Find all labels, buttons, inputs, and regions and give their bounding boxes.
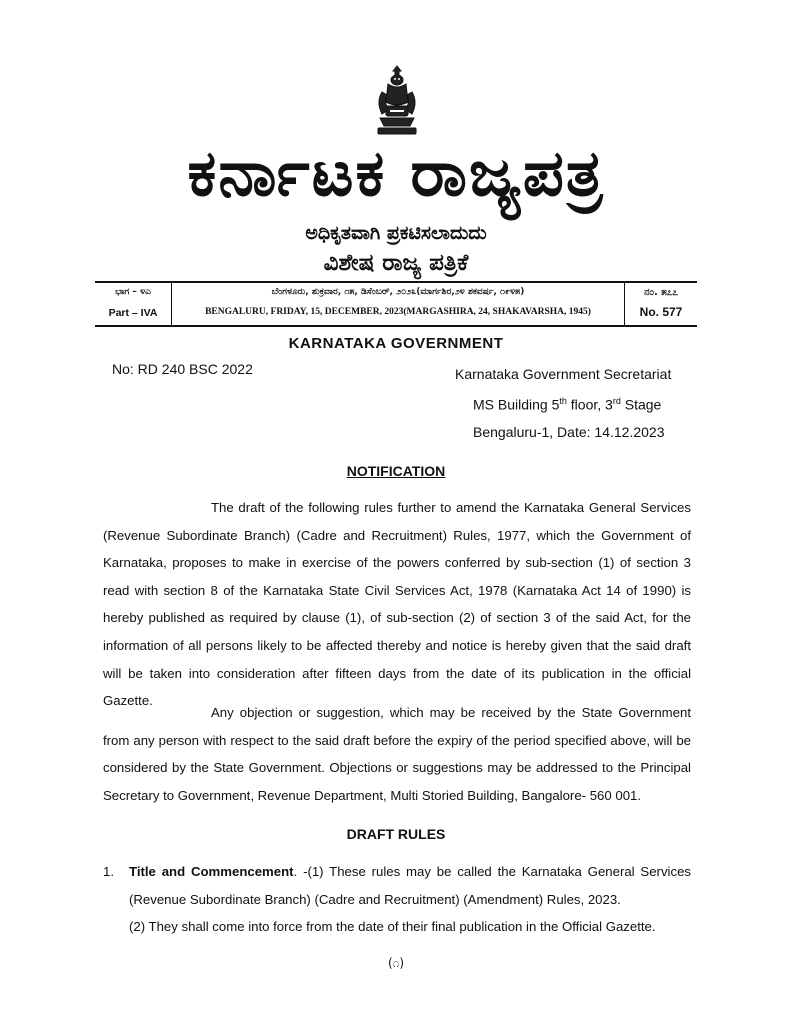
notification-paragraph-2: Any objection or suggestion, which may be received by the State Government from any person with respect to the said draft before the expiry of the period specified above, will be considered by the State Government. Objections or suggestions may be addressed to the Principal Secretary to Government, Revenue Department, Multi Storied Building, Bangalore- 560 001. — [103, 705, 691, 803]
issue-part-cell — [95, 283, 172, 325]
rule-number: 1. — [103, 864, 114, 879]
issue-part-english: Part – IVA — [108, 307, 158, 319]
issue-number-kannada: ನಂ. ೫೭೭ — [643, 287, 679, 298]
notification-paragraph-1: The draft of the following rules further to amend the Karnataka General Services (Revenue Subordinate Branch) (Cadre and Recruitment) Rules, 1977, which the Government of Karnataka, proposes to make in exercise of the powers conferred by sub-section (1) of section 3 read with section 8 of the Karnataka State Civil Services Act, 1978 (Karnataka Act 14 of 1990) is hereby published as required by clause (1), of sub-section (2) of section 3 of the said Act, for the information of all persons likely to be affected thereby and notice is hereby given that the said draft will be taken into consideration after fifteen days from the date of its publication in the official Gazette. — [103, 500, 691, 709]
issue-number-english: No. 577 — [639, 305, 683, 319]
rule-text: Title and Commencement. -(1) These rules may be called the Karnataka General Services (Revenue Subordinate Branch) (Cadre and Recruitment) (Amendment) Rules, 2023. — [129, 864, 691, 907]
rule-item — [103, 858, 691, 941]
secretariat-address — [455, 361, 705, 446]
issue-date-kannada: ಬೆಂಗಳೂರು, ಶುಕ್ರವಾರ, ೧೫, ಡಿಸೆಂಬರ್, ೨೦೨೩(ಮಾರ್ಗಶಿರ,೨೪ ಶಕವರ್ಷ, ೧೯೪೫) — [271, 287, 525, 297]
issue-number-cell — [625, 283, 697, 325]
issue-info-table — [95, 281, 697, 327]
issue-part-kannada: ಭಾಗ – ೪ಎ — [115, 287, 151, 297]
gazette-subtitle-extraordinary: ವಿಶೇಷ ರಾಜ್ಯ ಪತ್ರಿಕೆ — [323, 250, 469, 276]
gazette-title: ಕರ್ನಾಟಕ ರಾಜ್ಯಪತ್ರ — [187, 137, 605, 211]
issue-date-english: BENGALURU, FRIDAY, 15, DECEMBER, 2023(MARGASHIRA, 24, SHAKAVARSHA, 1945) — [205, 307, 591, 317]
government-heading: KARNATAKA GOVERNMENT — [288, 335, 504, 352]
gazette-subtitle-official: ಅಧಿಕೃತವಾಗಿ ಪ್ರಕಟಿಸಲಾದುದು — [305, 222, 487, 244]
notification-heading: NOTIFICATION — [346, 463, 446, 479]
draft-rules-heading: DRAFT RULES — [346, 826, 446, 842]
address-line-2: MS Building 5th floor, 3rd Stage — [473, 396, 662, 413]
rule-title: Title and Commencement — [129, 864, 294, 879]
address-line-1: Karnataka Government Secretariat — [455, 366, 672, 382]
issue-date-cell — [172, 283, 625, 325]
rule-subclause: (2) They shall come into force from the date of their final publication in the Official Gazette. — [129, 919, 656, 935]
page-number: (೧) — [387, 956, 405, 970]
address-line-3-date: Bengaluru-1, Date: 14.12.2023 — [473, 423, 665, 440]
reference-number: No: RD 240 BSC 2022 — [112, 361, 253, 377]
